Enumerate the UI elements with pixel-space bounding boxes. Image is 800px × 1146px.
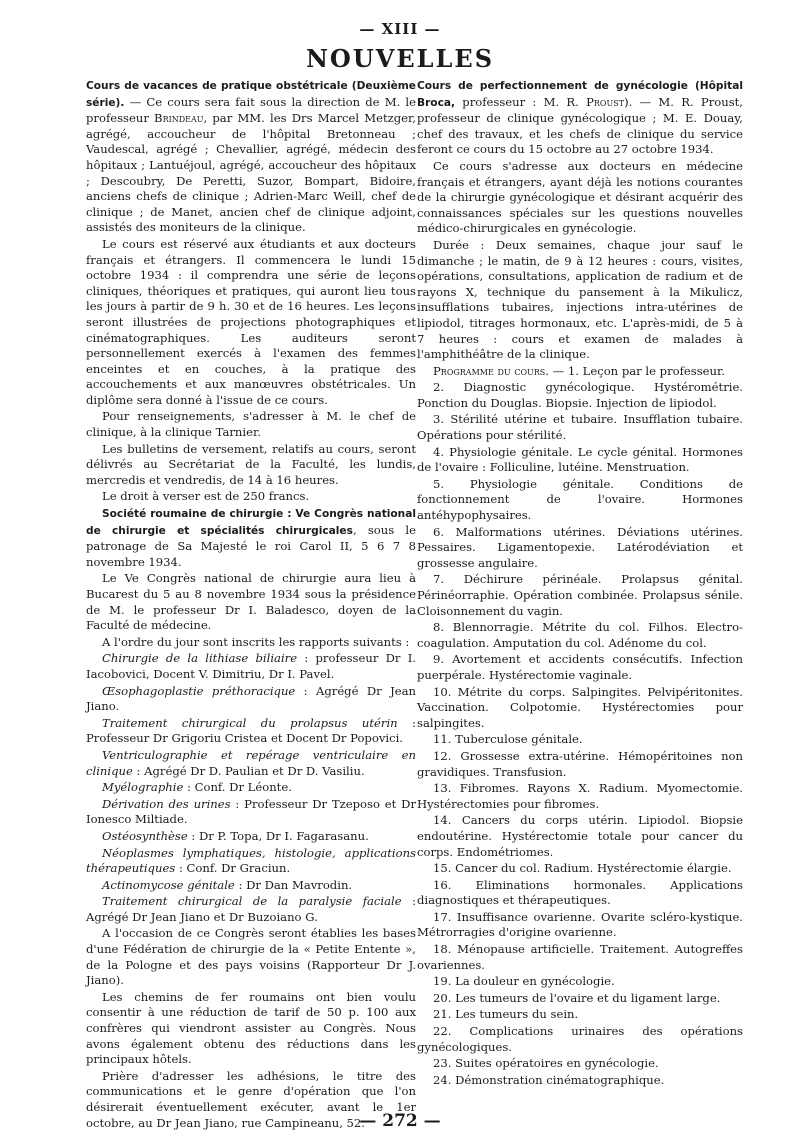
program-item: 15. Cancer du col. Radium. Hystérectomie élargie. [433,861,732,876]
program-item: 16. Eliminations hormonales. Applications diagnostiques et thérapeutiques. [417,877,743,908]
paragraph: Prière d'adresser les adhésions, le titre des communications et le genre d'opération que l'on désirerait éventuellement exécuter, avant le 1er octobre, au Dr Jean Jiano, rue Campineanu, 52. [86,1068,416,1130]
paragraph: Ce cours s'adresse aux docteurs en médecine français et étrangers, ayant déjà les notions courantes de la chirurgie gynécologique et désirant acquérir des connaissances spéciales sur les questions nouvelles médico-chirurgicales en gynécologie. [417,158,743,236]
paragraph: Les chemins de fer roumains ont bien voulu consentir à une réduction de tarif de 50 p. 100 aux confrères qui viendront assister au Congrès. Nous avons également obtenu des réductions dans les principaux hôtels. [86,989,416,1067]
program-item: 11. Tuberculose génitale. [433,732,583,747]
program-item: 3. Stérilité utérine et tubaire. Insufflation tubaire. Opérations pour stérilité. [417,412,743,443]
program-item: 19. La douleur en gynécologie. [433,974,615,989]
page-title: NOUVELLES [305,44,495,73]
professor-name: Proust [586,94,625,109]
program-item: 18. Ménopause artificielle. Traitement. Autogreffes ovariennes. [417,942,743,972]
report-item: Néoplasmes lymphatiques, histologie, applications thérapeutiques : Conf. Dr Graciun. [86,845,416,876]
program-item: 10. Métrite du corps. Salpingites. Pelvipéritonites. Vaccination. Colpotomie. Hystérectomies pour salpingites. [417,684,743,730]
paragraph: A l'ordre du jour sont inscrits les rapports suivants : [102,634,410,649]
page-number: — 272 — [359,1111,441,1131]
program-label: Programme du cours. [433,363,549,378]
report-item: Dérivation des urines : Professeur Dr Tzeposo et Dr Ionesco Miltiade. [86,796,416,827]
program-intro: Programme du cours. — 1. Leçon par le professeur. [433,363,725,378]
report-item: Chirurgie de la lithiase biliaire : professeur Dr I. Iacobovici, Docent V. Dimitriu, Dr I. Pavel. [86,651,416,681]
section-folio: — XIII — [359,20,441,38]
program-item: 4. Physiologie génitale. Le cycle génital. Hormones de l'ovaire : Folliculine, lutéine. Menstruation. [417,444,743,475]
right-column [417,78,743,1089]
report-item: Ventriculographie et repérage ventriculaire en clinique : Agrégé Dr D. Paulian et Dr D. Vasiliu. [86,747,416,778]
article-gynecology-course: Cours de perfectionnement de gynécologie (Hôpital Broca, professeur : M. R. Proust). — M. R. Proust, professeur de clinique gynécologique ; M. E. Douay, chef des travaux, et les chefs de clinique du service feront ce cours du 15 octobre au 27 octobre 1934. [417,80,743,157]
paragraph: Durée : Deux semaines, chaque jour sauf le dimanche ; le matin, de 9 à 12 heures : cours, visites, opérations, consultations, application de radium et de rayons X, technique du pansement à la Mikulicz, insufflations tubaires, injections intra-utérines de lipiodol, titrages hormonaux, etc. L'après-midi, de 5 à 7 heures : cours et examen de malades à l'amphithéâtre de la clinique. [417,237,743,362]
paragraph: Le cours est réservé aux étudiants et aux docteurs français et étrangers. Il commencera le lundi 15 octobre 1934 : il comprendra une série de leçons cliniques, théoriques et pratiques, qui auront lieu tous les jours à partir de 9 h. 30 et de 16 heures. Les leçons seront illustrées de projections photographiques et cinématographiques. Les auditeurs seront personnellement exercés à l'examen des femmes enceintes et en couches, à la pratique des accouchements et aux manœuvres obstétricales. Un diplôme sera donné à l'issue de ce cours. [86,236,416,407]
article-heading: Cours de perfectionnement de gynécologie (Hôpital Broca, [417,80,743,109]
report-item: Myélographie : Conf. Dr Léonte. [102,780,292,795]
program-item: 24. Démonstration cinématographique. [433,1072,665,1087]
article-heading: Cours de vacances de pratique obstétricale (Deuxième série). [86,80,416,109]
left-column [86,78,416,1132]
program-item: 6. Malformations utérines. Déviations utérines. Pessaires. Ligamentopexie. Latérodéviation et grossesse angulaire. [417,524,743,570]
program-item: 8. Blennorragie. Métrite du col. Filhos. Electro-coagulation. Amputation du col. Adénome du col. [417,620,743,650]
article-romanian-congress: Société roumaine de chirurgie : Ve Congrès national de chirurgie et spécialités chirurgicales, sous le patronage de Sa Majesté le roi Carol II, 5 6 7 8 novembre 1934. [86,508,416,569]
program-item: 13. Fibromes. Rayons X. Radium. Myomectomie. Hystérectomies pour fibromes. [417,781,743,811]
paragraph: Le Ve Congrès national de chirurgie aura lieu à Bucarest du 5 au 8 novembre 1934 sous la présidence de M. le professeur Dr I. Baladesco, doyen de la Faculté de médecine. [86,571,416,633]
paragraph: Les bulletins de versement, relatifs au cours, seront délivrés au Secrétariat de la Faculté, les lundis, mercredis et vendredis, de 14 à 16 heures. [86,441,416,487]
paragraph: Le droit à verser est de 250 francs. [102,489,310,504]
program-item: 17. Insuffisance ovarienne. Ovarite scléro-kystique. Métrorragies d'origine ovarienne. [417,909,743,940]
program-item: 12. Grossesse extra-utérine. Hémopéritoines non gravidiques. Transfusion. [417,748,743,779]
report-item: Œsophagoplastie préthoracique : Agrégé Dr Jean Jiano. [86,683,416,714]
program-item: 7. Déchirure périnéale. Prolapsus génital. Périnéorraphie. Opération combinée. Prolapsus sénile. Cloisonnement du vagin. [417,572,743,618]
program-item: 23. Suites opératoires en gynécologie. [433,1056,659,1071]
program-list [417,380,743,1088]
program-item: 20. Les tumeurs de l'ovaire et du ligament large. [433,990,721,1005]
program-item: 9. Avortement et accidents consécutifs. Infection puerpérale. Hystérectomie vaginale. [417,652,743,682]
article-obstetrics-course: Cours de vacances de pratique obstétricale (Deuxième série). — Ce cours sera fait sous la direction de M. le professeur Brindeau, par MM. les Drs Marcel Metzger, agrégé, accoucheur de l'hôpital Bretonneau ; Vaudescal, agrégé ; Chevallier, agrégé, médecin des hôpitaux ; Lantuéjoul, agrégé, accoucheur des hôpitaux ; Descoubry, De Peretti, Suzor, Bompart, Bidoire, anciens chefs de clinique ; Adrien-Marc Weill, chef de clinique ; de Manet, ancien chef de clinique adjoint, assistés des moniteurs de la clinique. [86,80,416,235]
report-item: Traitement chirurgical de la paralysie faciale : Agrégé Dr Jean Jiano et Dr Buzoiano G. [86,894,416,924]
paragraph: A l'occasion de ce Congrès seront établies les bases d'une Fédération de chirurgie de la « Petite Entente », de la Pologne et des pays voisins (Rapporteur Dr J. Jiano). [86,926,416,988]
report-item: Ostéosynthèse : Dr P. Topa, Dr I. Fagarasanu. [102,828,369,843]
program-item: 5. Physiologie génitale. Conditions de fonctionnement de l'ovaire. Hormones antéhypophysaires. [417,476,743,523]
article-heading: Société roumaine de chirurgie : Ve Congrès national de chirurgie et spécialités chirurgicales [86,508,416,537]
paragraph: Pour renseignements, s'adresser à M. le chef de clinique, à la clinique Tarnier. [86,409,416,440]
program-item: 2. Diagnostic gynécologique. Hystérométrie. Ponction du Douglas. Biopsie. Injection de lipiodol. [417,380,743,410]
program-item: 14. Cancers du corps utérin. Lipiodol. Biopsie endoutérine. Hystérectomie totale pour cancer du corps. Endométriomes. [417,813,743,859]
program-item: 22. Complications urinaires des opérations gynécologiques. [417,1024,743,1054]
professor-name: Brindeau [154,111,204,126]
report-item: Traitement chirurgical du prolapsus utérin : Professeur Dr Grigoriu Cristea et Docent Dr Popovici. [86,715,417,746]
program-item: 21. Les tumeurs du sein. [433,1007,579,1022]
report-item: Actinomycose génitale : Dr Dan Mavrodin. [102,877,353,892]
